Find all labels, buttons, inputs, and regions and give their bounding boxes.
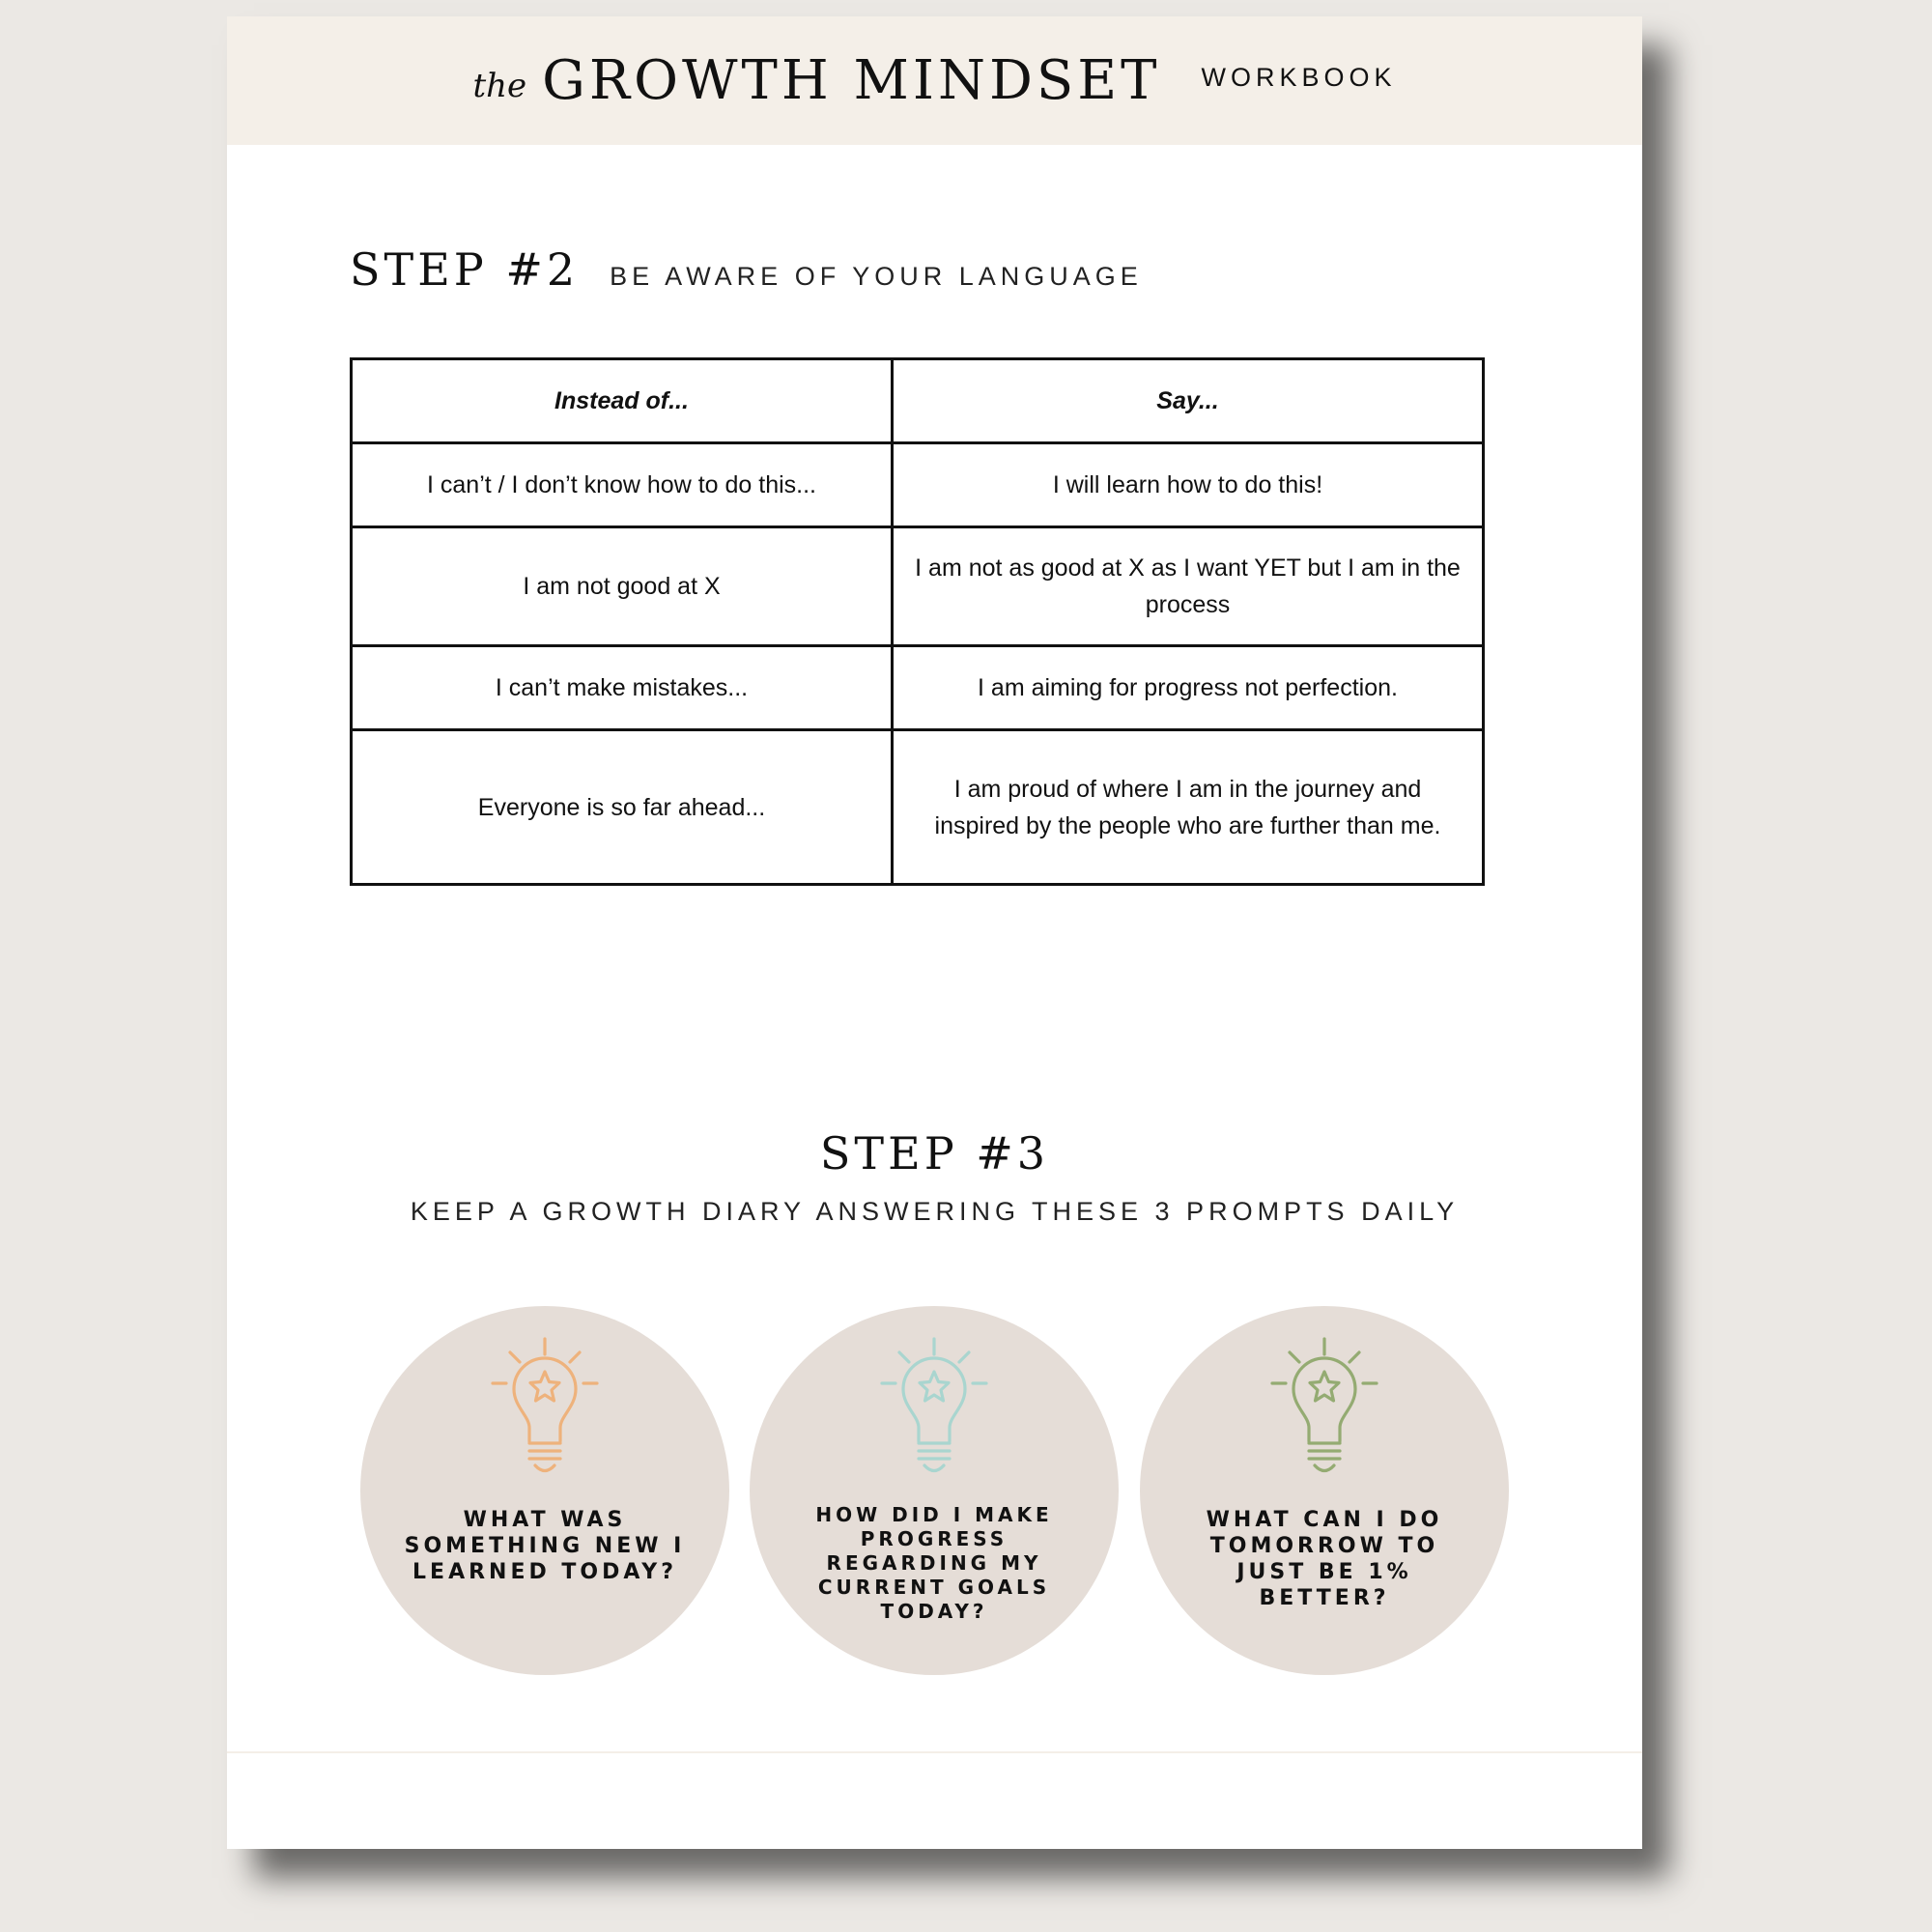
table-cell: I am not as good at X as I want YET but I am in the process	[893, 527, 1484, 646]
prompt-text: WHAT CAN I DO TOMORROW TO JUST BE 1% BETTER?	[1206, 1508, 1443, 1610]
step2-label: STEP #2	[350, 243, 580, 296]
step2-subtitle: BE AWARE OF YOUR LANGUAGE	[610, 262, 1143, 291]
lightbulb-star-icon	[1266, 1335, 1382, 1480]
step3-label: STEP #3	[819, 1127, 1050, 1179]
table-cell: I will learn how to do this!	[893, 443, 1484, 527]
step3-subtitle: KEEP A GROWTH DIARY ANSWERING THESE 3 PROMPTS DAILY	[410, 1197, 1460, 1226]
table-header-row	[352, 359, 1484, 443]
column-header-say: Say...	[893, 359, 1484, 443]
lightbulb-star-icon	[876, 1335, 992, 1480]
table-row	[352, 730, 1484, 885]
page-header	[227, 16, 1642, 145]
lightbulb-star-icon	[487, 1335, 603, 1480]
language-table	[350, 357, 1485, 886]
column-header-instead: Instead of...	[352, 359, 893, 443]
prompt-circle-2	[750, 1306, 1119, 1675]
header-suffix: WORKBOOK	[1201, 63, 1397, 92]
table-cell: Everyone is so far ahead...	[352, 730, 893, 885]
step2-heading	[350, 243, 1143, 296]
table-row	[352, 443, 1484, 527]
prompt-text: WHAT WAS SOMETHING NEW I LEARNED TODAY?	[404, 1508, 686, 1584]
header-title: GROWTH MINDSET	[542, 49, 1161, 112]
table-row	[352, 646, 1484, 730]
table-cell: I am proud of where I am in the journey and inspired by the people who are further than me.	[893, 730, 1484, 885]
prompt-text: HOW DID I MAKE PROGRESS REGARDING MY CURRENT GOALS TODAY?	[815, 1503, 1053, 1623]
header-the: the	[472, 66, 527, 105]
table-row	[352, 527, 1484, 646]
workbook-page	[227, 16, 1642, 1849]
prompt-circle-3	[1140, 1306, 1509, 1675]
step3-heading	[227, 1127, 1642, 1179]
footer-divider	[227, 1751, 1642, 1753]
prompt-circle-1	[360, 1306, 729, 1675]
table-cell: I am not good at X	[352, 527, 893, 646]
table-cell: I can’t / I don’t know how to do this...	[352, 443, 893, 527]
table-cell: I am aiming for progress not perfection.	[893, 646, 1484, 730]
table-cell: I can’t make mistakes...	[352, 646, 893, 730]
